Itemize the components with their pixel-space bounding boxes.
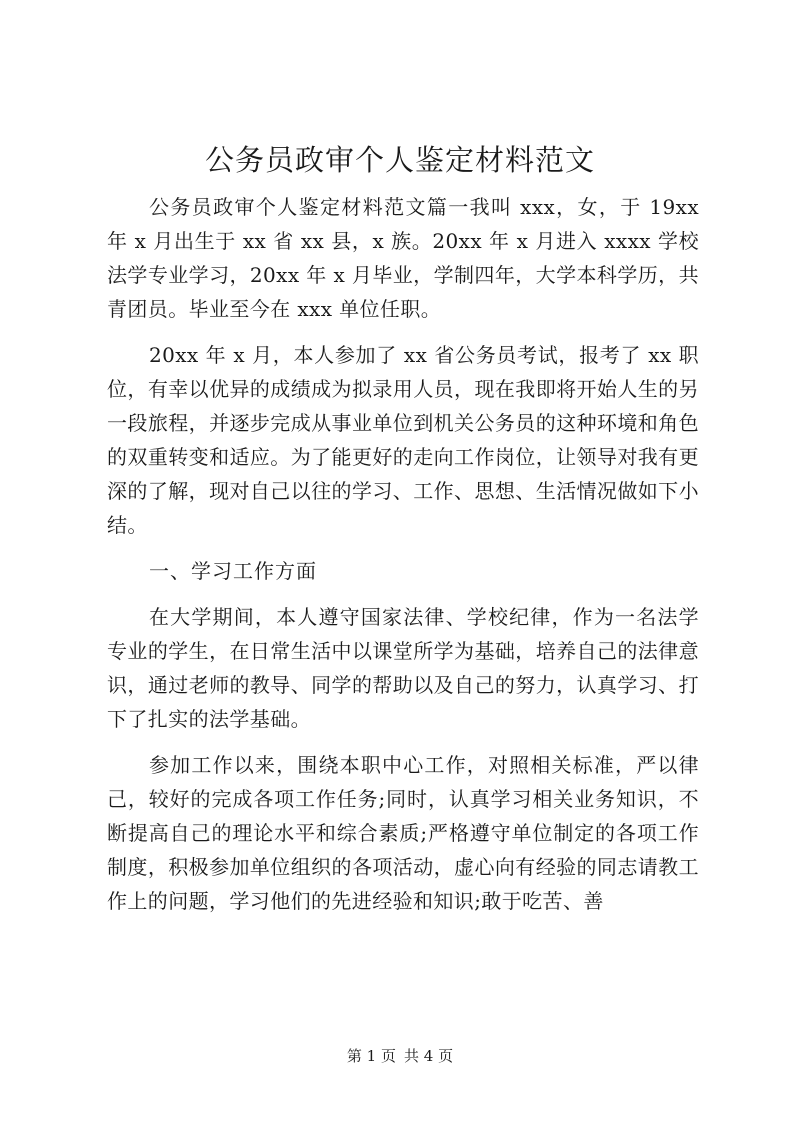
paragraph-intro: 公务员政审个人鉴定材料范文篇一我叫 xxx，女，于 19xx 年 x 月出生于 xx 省 xx 县，x 族。20xx 年 x 月进入 xxxx 学校法学专业学习，20xx 年 x 月毕业，学制四年，大学本科学历，共青团员。毕业至今在 xxx 单位任职。 [107,195,699,321]
page-total: 共 4 页 [404,1047,454,1065]
page-footer [0,1046,800,1066]
paragraph-exam: 20xx 年 x 月，本人参加了 xx 省公务员考试，报考了 xx 职位，有幸以优异的成绩成为拟录用人员，现在我即将开始人生的另一段旅程，并逐步完成从事业单位到机关公务员的这种环境和角色的双重转变和适应。为了能更好的走向工作岗位，让领导对我有更深的了解，现对自己以往的学习、工作、思想、生活情况做如下小结。 [107,343,699,537]
paragraph-work: 参加工作以来，围绕本职中心工作，对照相关标准，严以律己，较好的完成各项工作任务;同时，认真学习相关业务知识，不断提高自己的理论水平和综合素质;严格遵守单位制定的各项工作制度，积极参加单位组织的各项活动，虚心向有经验的同志请教工作上的问题，学习他们的先进经验和知识;敢于吃苦、善 [107,753,699,913]
page-number: 第 1 页 [346,1047,396,1065]
document-body [107,190,699,930]
paragraph-university: 在大学期间，本人遵守国家法律、学校纪律，作为一名法学专业的学生，在日常生活中以课堂所学为基础，培养自己的法律意识，通过老师的教导、同学的帮助以及自己的努力，认真学习、打下了扎实的法学基础。 [107,605,699,731]
section-heading-study-work: 一、学习工作方面 [149,559,317,583]
document-title: 公务员政审个人鉴定材料范文 [204,143,595,177]
